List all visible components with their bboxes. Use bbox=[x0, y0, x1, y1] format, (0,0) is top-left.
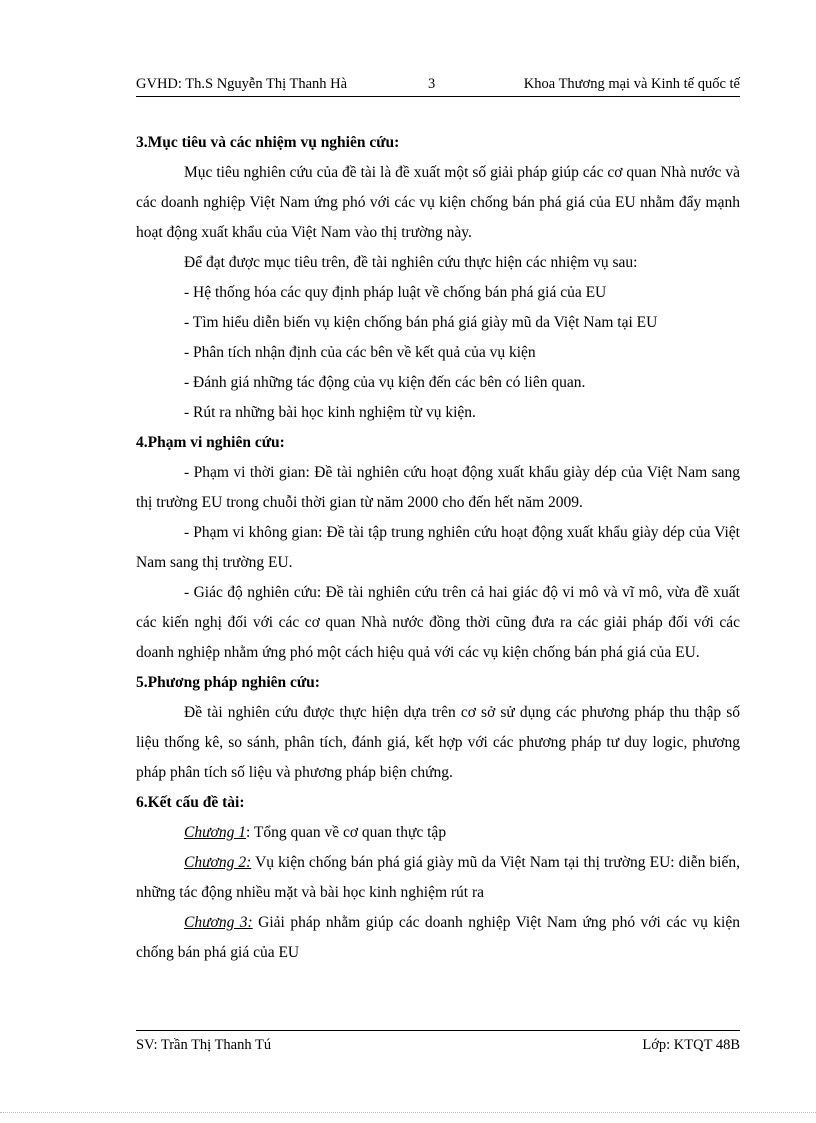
footer-student: SV: Trần Thị Thanh Tú bbox=[136, 1037, 272, 1053]
section-4-heading: 4.Phạm vi nghiên cứu: bbox=[136, 434, 285, 451]
page-header bbox=[136, 72, 740, 97]
chapter-item bbox=[136, 848, 740, 908]
task-item: - Rút ra những bài học kinh nghiệm từ vụ kiện. bbox=[184, 404, 476, 421]
chapter-label: Chương 2: bbox=[184, 854, 252, 871]
task-item: - Tìm hiểu diễn biến vụ kiện chống bán phá giá giày mũ da Việt Nam tại EU bbox=[184, 314, 658, 331]
scope-item: - Phạm vi không gian: Đề tài tập trung nghiên cứu hoạt động xuất khẩu giày dép của Việt Nam sang thị trường EU. bbox=[136, 524, 740, 571]
document-body bbox=[136, 128, 740, 968]
task-item: - Hệ thống hóa các quy định pháp luật về chống bán phá giá của EU bbox=[184, 284, 607, 301]
header-faculty: Khoa Thương mại và Kinh tế quốc tế bbox=[523, 76, 740, 92]
task-item: - Phân tích nhận định của các bên về kết quả của vụ kiện bbox=[184, 344, 536, 361]
chapter-item bbox=[136, 908, 740, 968]
footer-class: Lớp: KTQT 48B bbox=[642, 1037, 740, 1053]
page-bottom-divider bbox=[0, 1112, 816, 1113]
section-5-heading: 5.Phương pháp nghiên cứu: bbox=[136, 674, 320, 691]
header-advisor: GVHD: Th.S Nguyễn Thị Thanh Hà bbox=[136, 76, 348, 92]
task-item: - Đánh giá những tác động của vụ kiện đến các bên có liên quan. bbox=[184, 374, 586, 391]
chapter-text: Vụ kiện chống bán phá giá giày mũ da Việt Nam tại thị trường EU: diễn biến, những tác động nhiều mặt và bài học kinh nghiệm rút ra bbox=[136, 854, 740, 901]
chapter-label: Chương 3: bbox=[184, 914, 253, 931]
section-3-heading: 3.Mục tiêu và các nhiệm vụ nghiên cứu: bbox=[136, 134, 400, 151]
scope-item: - Giác độ nghiên cứu: Đề tài nghiên cứu trên cả hai giác độ vi mô và vĩ mô, vừa đề xuất các kiến nghị đối với các cơ quan Nhà nước đồng thời cũng đưa ra các giải pháp đối với các doanh nghiệp nhằm ứng phó một cách hiệu quả với các vụ kiện chống bán phá giá của EU. bbox=[136, 584, 740, 661]
chapter-item bbox=[136, 818, 740, 848]
scope-item: - Phạm vi thời gian: Đề tài nghiên cứu hoạt động xuất khẩu giày dép của Việt Nam sang thị trường EU trong chuỗi thời gian từ năm 2000 cho đến hết năm 2009. bbox=[136, 464, 740, 511]
chapter-text: Giải pháp nhằm giúp các doanh nghiệp Việt Nam ứng phó với các vụ kiện chống bán phá giá của EU bbox=[136, 914, 740, 961]
section-3-paragraph: Mục tiêu nghiên cứu của đề tài là đề xuất một số giải pháp giúp các cơ quan Nhà nước và các doanh nghiệp Việt Nam ứng phó với các vụ kiện chống bán phá giá của EU nhằm đẩy mạnh hoạt động xuất khẩu của Việt Nam vào thị trường này. bbox=[136, 164, 740, 241]
chapter-text: Tổng quan về cơ quan thực tập bbox=[250, 824, 447, 841]
page-footer bbox=[136, 1030, 740, 1061]
chapter-separator: : bbox=[245, 824, 251, 841]
chapter-label: Chương 1 bbox=[184, 824, 246, 841]
section-6-heading: 6.Kết cấu đề tài: bbox=[136, 794, 245, 811]
page-number: 3 bbox=[428, 76, 436, 92]
section-5-paragraph: Đề tài nghiên cứu được thực hiện dựa trên cơ sở sử dụng các phương pháp thu thập số liệu thống kê, so sánh, phân tích, đánh giá, kết hợp với các phương pháp tư duy logic, phương pháp phân tích số liệu và phương pháp biện chứng. bbox=[136, 704, 740, 781]
section-3-tasks-intro: Để đạt được mục tiêu trên, đề tài nghiên cứu thực hiện các nhiệm vụ sau: bbox=[184, 254, 638, 271]
